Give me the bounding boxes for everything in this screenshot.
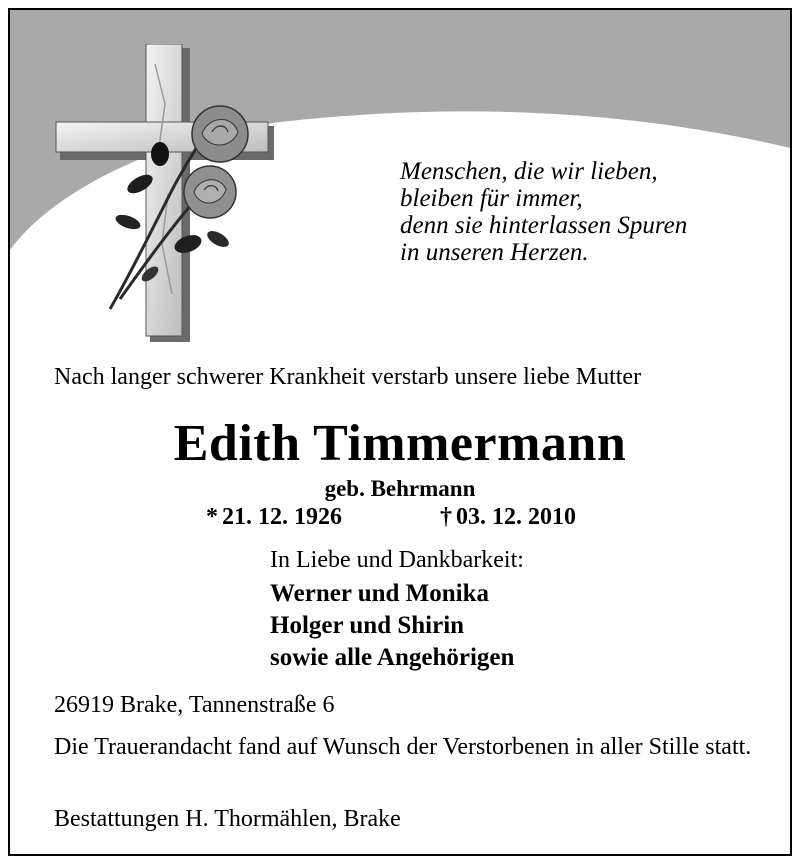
mourners-list	[270, 578, 514, 674]
intro-text: Nach langer schwerer Krankheit verstarb unsere liebe Mutter	[54, 364, 642, 390]
poem-line: Menschen, die wir lieben,	[400, 158, 658, 185]
mourner-line: sowie alle Angehörigen	[270, 644, 515, 671]
mourner-line: Werner und Monika	[270, 580, 490, 607]
mourner-line: Holger und Shirin	[270, 612, 465, 639]
death-date-value: 03. 12. 2010	[456, 504, 576, 530]
undertaker: Bestattungen H. Thormählen, Brake	[54, 806, 401, 832]
star-icon: *	[206, 504, 218, 530]
obituary-frame	[8, 8, 792, 856]
maiden-name: geb. Behrmann	[324, 476, 476, 501]
poem-line: bleiben für immer,	[400, 185, 583, 212]
life-dates	[206, 504, 576, 531]
memorial-poem	[400, 158, 687, 266]
deceased-name: Edith Timmermann	[173, 415, 627, 472]
death-date	[440, 504, 576, 531]
birth-date	[206, 504, 342, 530]
service-notice: Die Trauerandacht fand auf Wunsch der Verstorbenen in aller Stille statt.	[54, 734, 752, 760]
birth-date-value: 21. 12. 1926	[222, 504, 342, 530]
thanks-line: In Liebe und Dankbarkeit:	[270, 547, 524, 573]
dagger-icon: †	[440, 504, 452, 530]
poem-line: in unseren Herzen.	[400, 239, 589, 266]
address: 26919 Brake, Tannenstraße 6	[54, 692, 335, 718]
poem-line: denn sie hinterlassen Spuren	[400, 212, 688, 239]
cross-with-roses-icon	[50, 44, 280, 344]
